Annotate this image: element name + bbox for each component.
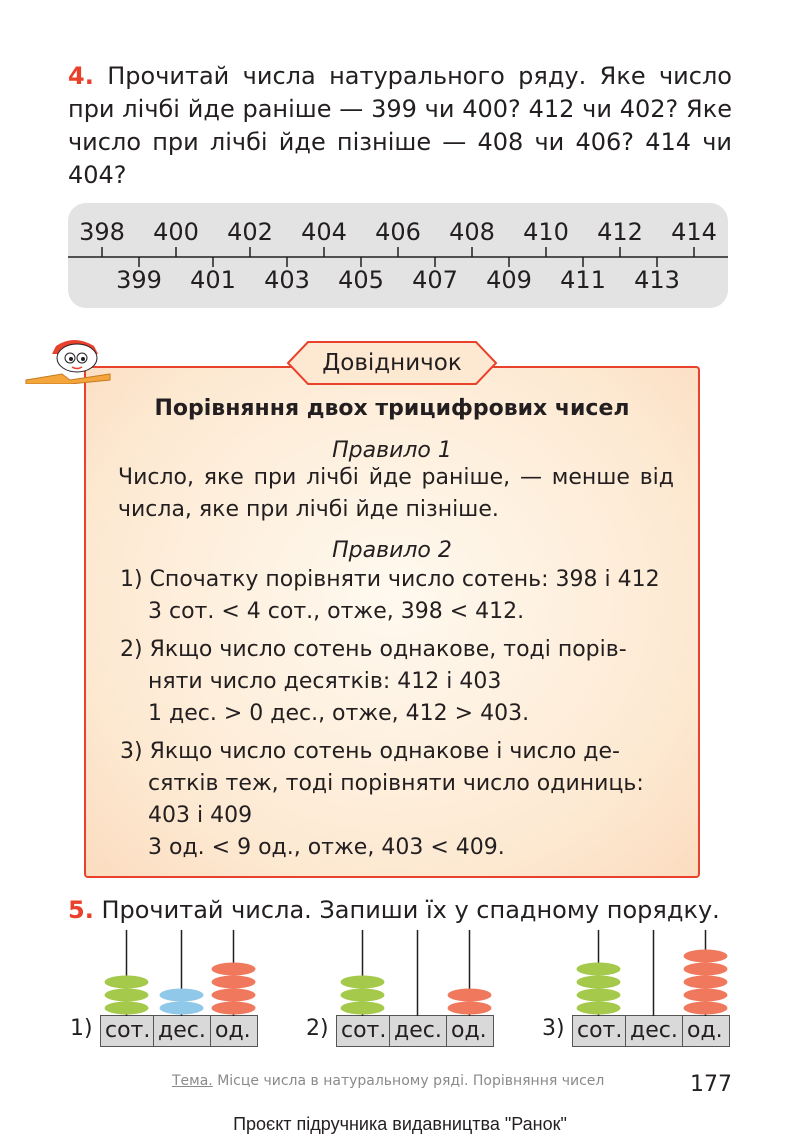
reference-title: Порівняння двох трицифрових чисел	[154, 396, 630, 421]
footer-theme-text: Місце числа в натуральному ряді. Порівняння чисел	[212, 1073, 605, 1089]
abacus-bead	[341, 976, 385, 989]
abacus-bead	[105, 1002, 149, 1015]
number-line-bottom-label: 413	[634, 266, 680, 294]
number-line-top-label: 402	[227, 218, 273, 246]
abacus-bead	[684, 950, 728, 963]
rule-2-item-1	[120, 564, 680, 628]
item-1-line-1: 1) Спочатку порівняти число сотень: 398 і 412	[120, 567, 660, 592]
footer-theme	[172, 1073, 604, 1089]
abacus-column-label: дес.	[154, 1016, 211, 1046]
abacus-rods	[336, 928, 516, 1018]
abacus-base	[336, 1015, 494, 1047]
number-line-top-label: 412	[597, 218, 643, 246]
publisher-note: Проєкт підручника видавництва "Ранок"	[233, 1114, 567, 1134]
number-line-top-label: 414	[671, 218, 717, 246]
rule-1-text: Число, яке при лічбі йде раніше, — менше від числа, яке при лічбі йде пізніше.	[118, 465, 674, 522]
footer-theme-label: Тема.	[172, 1073, 213, 1089]
abacus-label: 3)	[542, 1016, 565, 1041]
reference-tab-label: Довідничок	[322, 350, 462, 376]
abacus-base	[100, 1015, 258, 1047]
abacus-label: 2)	[306, 1016, 329, 1041]
abacus-bead	[212, 976, 256, 989]
abacus-label: 1)	[70, 1016, 93, 1041]
abacus-bead	[577, 989, 621, 1002]
number-line-top-label: 406	[375, 218, 421, 246]
rule-2-name: Правило 2	[332, 538, 452, 563]
item-1-line-2: 3 сот. < 4 сот., отже, 398 < 412.	[148, 599, 525, 624]
abacus-bead	[577, 1002, 621, 1015]
item-3-line-4: 3 од. < 9 од., отже, 403 < 409.	[148, 835, 505, 860]
number-line-top-label: 410	[523, 218, 569, 246]
abacus-bead	[212, 989, 256, 1002]
item-2-line-2: няти число десятків: 412 і 403	[148, 669, 502, 694]
rule-2-item-3	[120, 736, 680, 864]
abacus-bead	[684, 976, 728, 989]
task-5-body: Прочитай числа. Запиши їх у спадному порядку.	[101, 896, 720, 924]
number-line-bottom-label: 399	[116, 266, 162, 294]
cartoon-character-with-book-icon	[22, 336, 114, 384]
task-4-number: 4.	[68, 62, 94, 90]
abacus-bead	[212, 1002, 256, 1015]
abacus-bead	[105, 989, 149, 1002]
abacus-column-label: сот.	[337, 1016, 390, 1046]
abacus-rods	[572, 928, 752, 1018]
item-2-line-1: 2) Якщо число сотень однакове, тоді порів-	[120, 637, 627, 662]
rule-1-name: Правило 1	[332, 438, 452, 463]
number-line-bottom-label: 401	[190, 266, 236, 294]
abacus-column-label: од.	[211, 1016, 257, 1046]
abacus-bead	[448, 1002, 492, 1015]
number-line-bottom-label: 407	[412, 266, 458, 294]
rule-2-item-2	[120, 634, 680, 730]
task-4-body: Прочитай числа натурального ряду. Яке число при лічбі йде раніше — 399 чи 400? 412 чи 402? Яке число при лічбі йде пізніше — 408 чи 406? 414 чи 404?	[68, 62, 732, 189]
abacus-column-label: од.	[447, 1016, 493, 1046]
abacus-bead	[577, 976, 621, 989]
item-3-line-3: 403 і 409	[148, 803, 253, 828]
abacus-bead	[448, 989, 492, 1002]
item-3-line-1: 3) Якщо число сотень однакове і число де-	[120, 739, 620, 764]
abacus-bead	[684, 963, 728, 976]
abacus-column-label: дес.	[390, 1016, 447, 1046]
number-line-bottom-label: 405	[338, 266, 384, 294]
abacus-bead	[684, 989, 728, 1002]
abacus-bead	[160, 1002, 204, 1015]
task-5-number: 5.	[68, 896, 94, 924]
abacus-bead	[160, 989, 204, 1002]
number-line-bottom-label: 409	[486, 266, 532, 294]
abacus-column-label: од.	[683, 1016, 729, 1046]
number-line-top-label: 400	[153, 218, 199, 246]
number-line-top-label: 404	[301, 218, 347, 246]
abacus-bead	[341, 989, 385, 1002]
number-line-bottom-label: 411	[560, 266, 606, 294]
abacus-base	[572, 1015, 730, 1047]
page-number: 177	[690, 1072, 732, 1097]
abacus-column-label: сот.	[573, 1016, 626, 1046]
task-5-text	[68, 896, 720, 924]
abacus-bead	[212, 963, 256, 976]
item-2-line-3: 1 дес. > 0 дес., отже, 412 > 403.	[148, 701, 530, 726]
task-4-text	[68, 60, 732, 192]
number-line-top-label: 408	[449, 218, 495, 246]
item-3-line-2: сятків теж, тоді порівняти число одиниць:	[148, 771, 644, 796]
abacus-bead	[684, 1002, 728, 1015]
abacus-column-label: сот.	[101, 1016, 154, 1046]
number-line-bottom-label: 403	[264, 266, 310, 294]
number-line-top-label: 398	[79, 218, 125, 246]
abacus-bead	[577, 963, 621, 976]
abacus-column-label: дес.	[626, 1016, 683, 1046]
abacus-rods	[100, 928, 280, 1018]
abacus-bead	[341, 1002, 385, 1015]
abacus-bead	[105, 976, 149, 989]
